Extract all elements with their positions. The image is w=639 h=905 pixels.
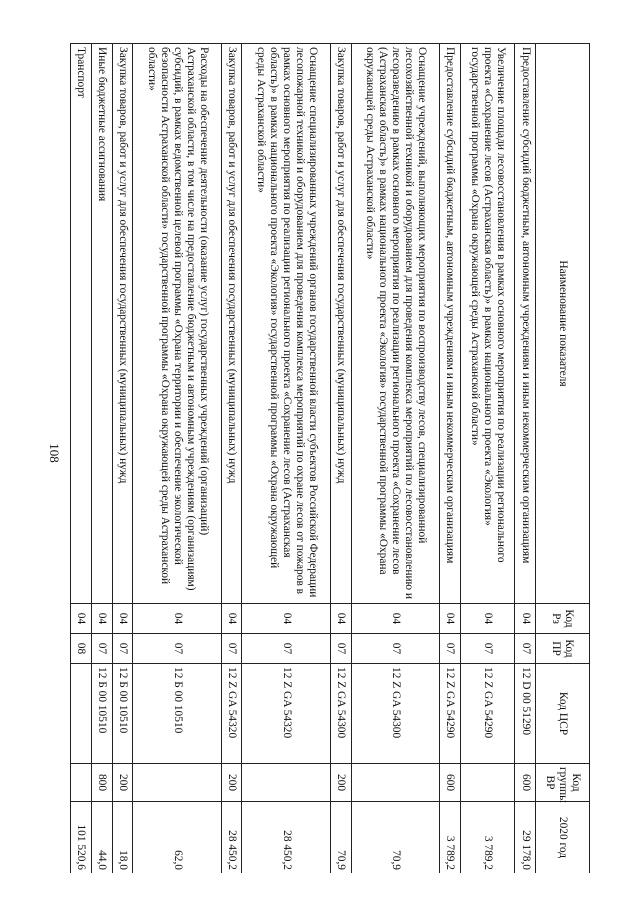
row-name: Иные бюджетные ассигнования xyxy=(91,44,112,604)
row-vr: 600 xyxy=(515,764,536,802)
row-value: 3 789,2 xyxy=(439,802,460,874)
row-rz: 04 xyxy=(330,604,351,634)
table-row xyxy=(439,44,460,874)
row-value: 3 789,2 xyxy=(460,802,515,874)
row-name: Транспорт xyxy=(71,44,92,604)
table-row xyxy=(351,44,439,874)
row-rz: 04 xyxy=(242,604,330,634)
row-vr: 800 xyxy=(91,764,112,802)
table-row xyxy=(71,44,92,874)
row-csr xyxy=(71,664,92,764)
row-value: 44,0 xyxy=(91,802,112,874)
row-csr: 12 D 00 51290 xyxy=(515,664,536,764)
header-name: Наименование показателя xyxy=(536,44,590,604)
row-name: Закупка товаров, работ и услуг для обеспечения государственных (муниципальных) нужд xyxy=(221,44,242,604)
row-vr xyxy=(351,764,439,802)
row-value: 62,0 xyxy=(133,802,221,874)
table-row xyxy=(242,44,330,874)
row-name: Расходы на обеспечение деятельности (оказание услуг) государственных учреждений (организаций) Астраханской области, в том числе на предоставление бюджетным и автономным учреждениям (организациям) субсидий, в рамках ведомственной целевой программы «Охрана территории и обеспечение экологической безопасности Астраханской области» государственной программы «Охрана окружающей среды Астраханской области» xyxy=(133,44,221,604)
header-rz: Код Рз xyxy=(536,604,590,634)
row-name: Закупка товаров, работ и услуг для обеспечения государственных (муниципальных) нужд xyxy=(330,44,351,604)
row-name: Предоставление субсидий бюджетным, автономным учреждениям и иным некоммерческим организациям xyxy=(439,44,460,604)
header-vr: Код группы ВР xyxy=(536,764,590,802)
row-rz: 04 xyxy=(133,604,221,634)
row-value: 70,9 xyxy=(351,802,439,874)
row-pr: 07 xyxy=(242,634,330,664)
table-row xyxy=(133,44,221,874)
row-rz: 04 xyxy=(460,604,515,634)
page-number: 108 xyxy=(47,443,62,463)
row-csr: 12 Z GA 54290 xyxy=(439,664,460,764)
row-name: Увеличение площади лесовосстановления в рамках основного мероприятия по реализации регионального проекта «Сохранение лесов (Астраханская область)» в рамках национального проекта «Экология» государственной программы «Охрана окружающей среды Астраханской области» xyxy=(460,44,515,604)
row-pr: 07 xyxy=(439,634,460,664)
row-csr: 12 Z GA 54300 xyxy=(330,664,351,764)
row-value: 101 520,6 xyxy=(71,802,92,874)
row-rz: 04 xyxy=(221,604,242,634)
budget-table xyxy=(70,43,590,873)
row-pr: 07 xyxy=(515,634,536,664)
row-pr: 07 xyxy=(460,634,515,664)
row-name: Закупка товаров, работ и услуг для обеспечения государственных (муниципальных) нужд xyxy=(112,44,133,604)
header-csr: Код ЦСР xyxy=(536,664,590,764)
table-row xyxy=(112,44,133,874)
row-pr: 07 xyxy=(351,634,439,664)
row-csr: 12 Б 00 10510 xyxy=(112,664,133,764)
row-csr: 12 Б 00 10510 xyxy=(91,664,112,764)
row-vr: 200 xyxy=(330,764,351,802)
row-vr: 200 xyxy=(112,764,133,802)
row-value: 28 450,2 xyxy=(242,802,330,874)
row-value: 29 178,0 xyxy=(515,802,536,874)
row-pr: 07 xyxy=(91,634,112,664)
row-vr xyxy=(133,764,221,802)
row-pr: 07 xyxy=(221,634,242,664)
row-value: 28 450,2 xyxy=(221,802,242,874)
row-csr: 12 Б 00 10510 xyxy=(133,664,221,764)
row-name: Оснащение учреждений, выполняющих мероприятия по воспроизводству лесов, специализированной лесохозяйственной техникой и оборудованием для проведения комплекса мероприятий по лесовосстановлению и лесоразведению в рамках основного мероприятия по реализации регионального проекта «Сохранение лесов (Астраханская область)» в рамках национального проекта «Экология» государственной программы «Охрана окружающей среды Астраханской области» xyxy=(351,44,439,604)
row-csr: 12 Z GA 54290 xyxy=(460,664,515,764)
table-row xyxy=(330,44,351,874)
row-vr xyxy=(71,764,92,802)
row-rz: 04 xyxy=(439,604,460,634)
row-value: 18,0 xyxy=(112,802,133,874)
row-vr: 600 xyxy=(439,764,460,802)
row-pr: 07 xyxy=(133,634,221,664)
row-name: Предоставление субсидий бюджетным, автономным учреждениям и иным некоммерческим организациям xyxy=(515,44,536,604)
row-name: Оснащение специализированных учреждений органов государственной власти субъектов Российской Федерации лесопожарной техникой и оборудованием для проведения комплекса мероприятий по охране лесов от пожаров в рамках основного мероприятия по реализации регионального проекта «Сохранение лесов (Астраханская область)» в рамках национального проекта «Экология» государственной программы «Охрана окружающей среды Астраханской области» xyxy=(242,44,330,604)
table-header-row xyxy=(536,44,590,874)
table-row xyxy=(221,44,242,874)
row-rz: 04 xyxy=(112,604,133,634)
row-rz: 04 xyxy=(351,604,439,634)
rotated-table-container xyxy=(70,43,590,873)
table-row xyxy=(91,44,112,874)
row-vr xyxy=(242,764,330,802)
row-vr xyxy=(460,764,515,802)
header-year: 2020 год xyxy=(536,802,590,874)
row-csr: 12 Z GA 54320 xyxy=(242,664,330,764)
row-value: 70,9 xyxy=(330,802,351,874)
row-rz: 04 xyxy=(515,604,536,634)
row-rz: 04 xyxy=(71,604,92,634)
row-pr: 07 xyxy=(330,634,351,664)
row-rz: 04 xyxy=(91,604,112,634)
table-row xyxy=(515,44,536,874)
header-pr: Код ПР xyxy=(536,634,590,664)
row-pr: 08 xyxy=(71,634,92,664)
row-pr: 07 xyxy=(112,634,133,664)
row-vr: 200 xyxy=(221,764,242,802)
table-row xyxy=(460,44,515,874)
row-csr: 12 Z GA 54320 xyxy=(221,664,242,764)
row-csr: 12 Z GA 54300 xyxy=(351,664,439,764)
